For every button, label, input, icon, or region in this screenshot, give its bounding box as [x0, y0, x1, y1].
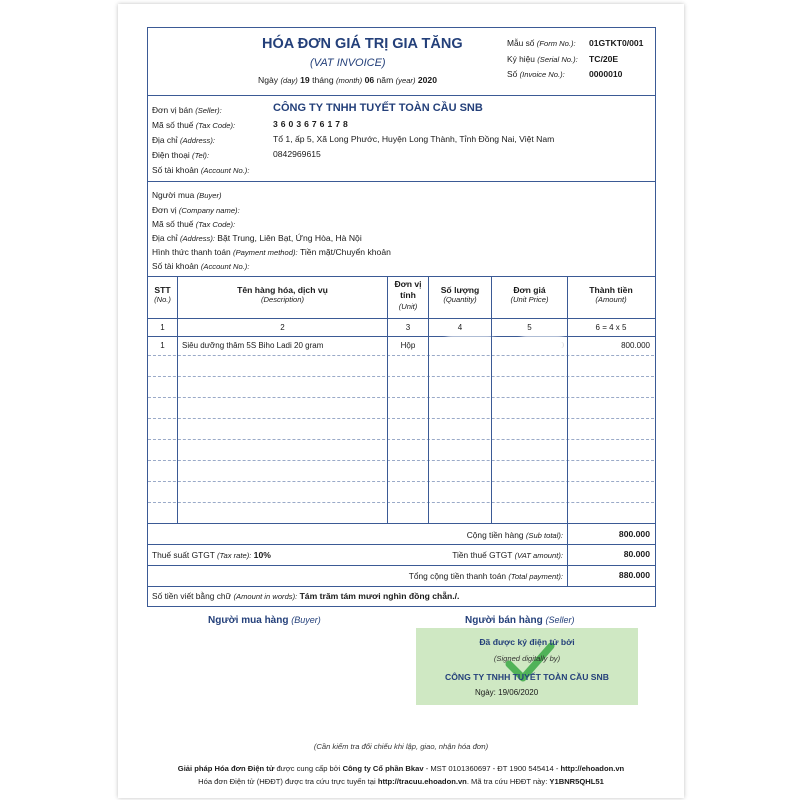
divider [147, 318, 656, 319]
payment-method: Hình thức thanh toán (Payment method): Tiền mặt/Chuyển khoản [152, 247, 391, 257]
col-header-description: Tên hàng hóa, dịch vụ (Description) [237, 285, 328, 304]
divider [147, 565, 656, 566]
col-divider [567, 276, 568, 586]
row-no: 1 [160, 341, 165, 350]
index-cell: 3 [405, 323, 411, 332]
footer-note: (Cần kiểm tra đối chiếu khi lập, giao, nhận hóa đơn) [313, 742, 489, 751]
index-cell: 5 [527, 323, 532, 332]
col-header-no: STT (No.) [154, 285, 171, 304]
index-cell: 4 [457, 323, 463, 332]
buyer-address-label: Địa chỉ (Address): Bặt Trung, Liên Bạt, Ứng Hòa, Hà Nội [152, 233, 362, 243]
buyer-label: Người mua (Buyer) [152, 190, 222, 200]
col-header-unit-price: Đơn giá (Unit Price) [510, 285, 549, 304]
buyer-account-label: Số tài khoản (Account No.): [152, 261, 250, 271]
col-divider [491, 276, 492, 523]
row-divider [148, 418, 654, 419]
invoice-no-value: 0000010 [589, 69, 623, 79]
subtotal-label: Cộng tiền hàng (Sub total): [466, 530, 563, 540]
serial-label: Ký hiệu (Serial No.): [507, 54, 578, 64]
divider [147, 181, 656, 182]
row-divider [148, 376, 654, 377]
footer-lookup: Hóa đơn Điện tử (HĐĐT) được tra cứu trực tuyến tại http://tracuu.ehoadon.vn. Mã tra cứu HĐĐT này: Y1BNR5QHL51 [198, 777, 604, 786]
seller-account-label: Số tài khoản (Account No.): [152, 165, 250, 175]
row-amount: 800.000 [621, 341, 650, 350]
total-value: 880.000 [618, 570, 650, 580]
row-divider [148, 481, 654, 482]
divider [147, 276, 656, 277]
seller-tax-label: Mã số thuế (Tax Code): [152, 120, 236, 130]
tax-rate: Thuế suất GTGT (Tax rate): 10% [152, 550, 271, 560]
divider [147, 336, 656, 337]
invoice-title: HÓA ĐƠN GIÁ TRỊ GIA TĂNG [262, 36, 463, 52]
form-no-label: Mẫu số (Form No.): [507, 38, 576, 48]
row-divider [148, 460, 654, 461]
vat-label: Tiền thuế GTGT (VAT amount): [452, 550, 563, 560]
vat-value: 80.000 [623, 549, 650, 559]
row-unit: Hộp [400, 341, 416, 350]
col-header-unit: Đơn vị tính (Unit) [394, 279, 422, 311]
index-cell: 1 [160, 323, 165, 332]
seller-name-label: Đơn vị bán (Seller): [152, 105, 222, 115]
form-no-value: 01GTKT0/001 [589, 38, 644, 48]
index-cell: 2 [280, 323, 285, 332]
invoice-no-label: Số (Invoice No.): [507, 69, 565, 79]
buyer-company-label: Đơn vị (Company name): [152, 205, 240, 215]
col-divider [428, 276, 429, 523]
invoice-subtitle: (VAT INVOICE) [310, 57, 386, 69]
row-description: Siêu dưỡng thâm 5S Biho Ladi 20 gram [182, 341, 324, 350]
seller-name: CÔNG TY TNHH TUYẾT TOÀN CẦU SNB [273, 102, 483, 114]
divider [147, 586, 656, 587]
divider [147, 523, 656, 524]
seller-phone: 0842969615 [273, 149, 321, 159]
seller-address-label: Địa chỉ (Address): [152, 135, 215, 145]
invoice-date: Ngày (day) 19 tháng (month) 06 năm (year) 2020 [258, 75, 437, 85]
col-divider [387, 276, 388, 523]
amount-in-words: Số tiền viết bằng chữ (Amount in words): Tám trăm tám mươi nghìn đồng chẵn./. [152, 591, 460, 601]
seller-signature-title: Người bán hàng (Seller) [465, 615, 575, 626]
signed-by-label: Đã được ký điện tử bởi [479, 637, 575, 647]
signed-by-en: (Signed digitally by) [493, 654, 561, 663]
signer-name: CÔNG TY TNHH TUYẾT TOÀN CẦU SNB [445, 672, 609, 682]
row-divider [148, 397, 654, 398]
row-divider [148, 439, 654, 440]
total-label: Tổng cộng tiền thanh toán (Total payment): [408, 571, 563, 581]
buyer-signature-title: Người mua hàng (Buyer) [208, 615, 321, 626]
subtotal-value: 800.000 [618, 529, 650, 539]
footer-provider: Giải pháp Hóa đơn Điện tử được cung cấp bởi Công ty Cổ phần Bkav - MST 0101360697 - ĐT 1900 545414 - http://ehoadon.vn [177, 764, 625, 773]
seller-address: Tổ 1, ấp 5, Xã Long Phước, Huyện Long Thành, Tỉnh Đồng Nai, Việt Nam [273, 134, 555, 144]
col-header-amount: Thành tiền (Amount) [589, 285, 633, 304]
invoice-frame [147, 27, 656, 607]
buyer-tax-label: Mã số thuế (Tax Code): [152, 219, 236, 229]
divider [147, 544, 656, 545]
serial-value: TC/20E [589, 54, 619, 64]
seller-tax-code: 3603676178 [273, 119, 351, 129]
col-divider [177, 276, 178, 523]
row-divider [148, 502, 654, 503]
seller-phone-label: Điện thoại (Tel): [152, 150, 210, 160]
row-divider [148, 355, 654, 356]
col-header-quantity: Số lượng (Quantity) [440, 285, 480, 304]
signature-date: Ngày: 19/06/2020 [475, 688, 539, 697]
index-cell: 6 = 4 x 5 [595, 323, 627, 332]
divider [147, 95, 656, 96]
